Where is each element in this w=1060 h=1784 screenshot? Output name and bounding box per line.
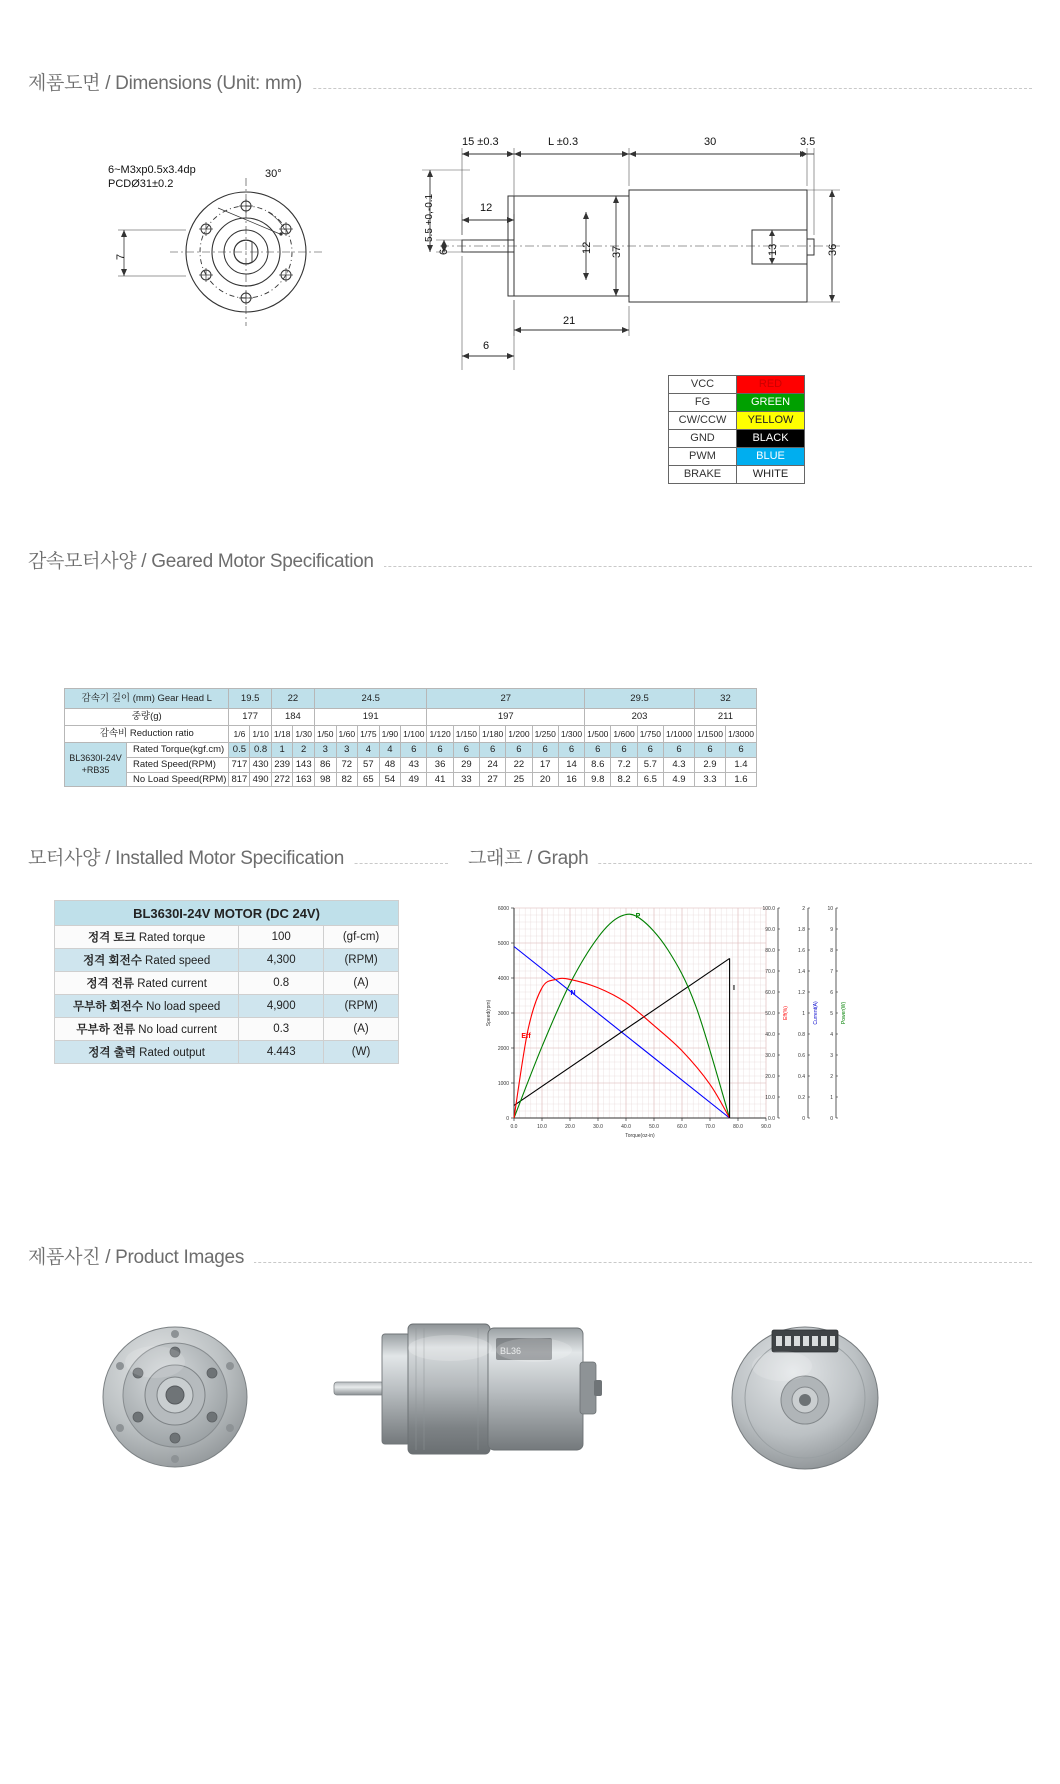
svg-text:Current(A): Current(A) [813,1001,819,1025]
motor-spec-label-ko: 정격 토크 [87,932,136,944]
svg-text:50.0: 50.0 [649,1124,659,1130]
reduction-ratio: 1/75 [358,725,380,742]
rated-speed-value: 48 [379,757,401,772]
motor-spec-label [55,1018,239,1041]
wire-color: BLACK [737,430,805,448]
reduction-ratio: 1/60 [336,725,358,742]
dim-30: 30 [704,136,717,148]
motor-spec-unit: (RPM) [324,995,399,1018]
motor-spec-label-en: Rated output [135,1047,205,1059]
gear-head-length: 32 [694,689,756,709]
no-load-speed-value: 3.3 [694,772,725,787]
weight-value: 191 [314,709,426,726]
motor-table-body [55,901,399,1064]
svg-text:6: 6 [830,990,833,996]
motor-spec-unit: (RPM) [324,949,399,972]
svg-text:0.0: 0.0 [510,1124,518,1130]
weight-value: 203 [585,709,695,726]
rated-torque-value: 6 [585,742,611,757]
wire-signal: PWM [669,448,737,466]
gear-head-length: 27 [427,689,585,709]
rated-torque-value: 6 [637,742,663,757]
gear-head-length: 24.5 [314,689,426,709]
svg-text:0.2: 0.2 [798,1095,805,1101]
rated-torque-value: 6 [558,742,584,757]
motor-spec-row [55,1041,399,1064]
dim-21: 21 [563,315,576,327]
performance-graph-svg [478,890,878,1160]
svg-text:1.8: 1.8 [798,927,805,933]
svg-text:60.0: 60.0 [765,990,775,996]
reduction-row [65,725,757,742]
wire-row [669,430,805,448]
svg-text:10.0: 10.0 [537,1124,547,1130]
svg-text:Torque(oz-in): Torque(oz-in) [625,1133,655,1139]
section-title-images: 제품사진 / Product Images [28,1242,254,1269]
motor-spec-value: 0.8 [239,972,324,995]
weight-row [65,709,757,726]
svg-text:5000: 5000 [497,941,509,947]
svg-text:1: 1 [830,1095,833,1101]
motor-spec-value: 4.443 [239,1041,324,1064]
wire-color-rows [669,376,805,484]
svg-text:Eff(%): Eff(%) [783,1006,789,1020]
reduction-ratio: 1/100 [401,725,427,742]
motor-spec-label-en: Rated current [134,978,207,990]
wire-row [669,466,805,484]
svg-text:1000: 1000 [497,1081,509,1087]
rated-speed-value: 8.6 [585,757,611,772]
reduction-ratio: 1/120 [427,725,453,742]
weight-label: 중량(g) [65,709,229,726]
installed-motor-spec-table [54,900,399,1064]
screw-note-line1: 6~M3xp0.5x3.4dp [108,164,196,176]
reduction-ratio: 1/18 [271,725,293,742]
rated-speed-value: 29 [453,757,479,772]
svg-text:0: 0 [830,1116,833,1122]
svg-text:0: 0 [506,1116,509,1122]
wire-color: RED [737,376,805,394]
motor-spec-label [55,972,239,995]
no-load-speed-value: 49 [401,772,427,787]
dim-37: 37 [611,245,623,258]
rated-torque-value: 6 [694,742,725,757]
reduction-ratio: 1/30 [293,725,315,742]
gear-head-length: 29.5 [585,689,695,709]
performance-graph [478,890,878,1160]
svg-text:6000: 6000 [497,906,509,912]
svg-text:7: 7 [830,969,833,975]
motor-spec-label-ko: 정격 회전수 [83,955,142,967]
svg-text:0.0: 0.0 [768,1116,775,1122]
svg-text:30.0: 30.0 [593,1124,603,1130]
svg-text:10.0: 10.0 [765,1095,775,1101]
gear-head-label: 감속기 길이 (mm) Gear Head L [65,689,229,709]
wire-row [669,448,805,466]
svg-text:4000: 4000 [497,976,509,982]
no-load-speed-label: No Load Speed(RPM) [127,772,229,787]
section-title-installed: 모터사양 / Installed Motor Specification [28,843,354,870]
rated-torque-value: 6 [532,742,558,757]
svg-text:10: 10 [827,906,833,912]
rated-speed-value: 5.7 [637,757,663,772]
motor-spec-label-en: Rated speed [141,955,211,967]
dim-3-5: 3.5 [800,136,816,148]
svg-text:I: I [733,985,735,992]
no-load-speed-value: 490 [250,772,272,787]
svg-text:Power(W): Power(W) [841,1001,847,1025]
section-header-geared [28,546,384,573]
svg-text:3000: 3000 [497,1011,509,1017]
rated-torque-value: 4 [379,742,401,757]
rated-speed-value: 7.2 [611,757,637,772]
rated-torque-value: 3 [336,742,358,757]
motor-spec-label-en: No load current [135,1024,217,1036]
svg-text:80.0: 80.0 [733,1124,743,1130]
gear-head-length: 22 [271,689,314,709]
motor-header-row [55,901,399,926]
no-load-speed-value: 65 [358,772,380,787]
reduction-ratio: 1/6 [229,725,250,742]
wire-color: BLUE [737,448,805,466]
no-load-speed-row [65,772,757,787]
product-image-motor-side-view [320,1290,610,1495]
reduction-ratio: 1/1500 [694,725,725,742]
rated-speed-value: 22 [506,757,532,772]
reduction-ratio: 1/50 [314,725,336,742]
svg-text:2000: 2000 [497,1046,509,1052]
rated-torque-value: 6 [453,742,479,757]
svg-text:1.4: 1.4 [798,969,805,975]
svg-text:8: 8 [830,948,833,954]
wire-row [669,376,805,394]
svg-text:20.0: 20.0 [765,1074,775,1080]
motor-spec-label-ko: 무부하 전류 [76,1024,136,1036]
motor-spec-label-ko: 무부하 회전수 [73,1001,143,1013]
section-title-geared: 감속모터사양 / Geared Motor Specification [28,546,384,573]
motor-table-header: BL3630I-24V MOTOR (DC 24V) [55,901,399,926]
motor-spec-label-en: No load speed [142,1001,221,1013]
rated-speed-value: 2.9 [694,757,725,772]
motor-spec-value: 0.3 [239,1018,324,1041]
wire-row [669,394,805,412]
reduction-ratio: 1/600 [611,725,637,742]
no-load-speed-value: 4.9 [663,772,694,787]
svg-text:3: 3 [830,1053,833,1059]
svg-text:P: P [635,913,641,920]
no-load-speed-value: 8.2 [611,772,637,787]
svg-text:30.0: 30.0 [765,1053,775,1059]
no-load-speed-value: 1.6 [725,772,756,787]
reduction-ratio: 1/150 [453,725,479,742]
no-load-speed-value: 9.8 [585,772,611,787]
svg-text:N: N [570,990,576,997]
motor-spec-label [55,1041,239,1064]
svg-text:2: 2 [830,1074,833,1080]
wire-signal: FG [669,394,737,412]
motor-spec-value: 100 [239,926,324,949]
svg-text:70.0: 70.0 [705,1124,715,1130]
dim-6-left: 6 [438,248,450,255]
dim-L: L ±0.3 [548,136,579,148]
reduction-ratio: 1/10 [250,725,272,742]
reduction-ratio: 1/1000 [663,725,694,742]
svg-text:90.0: 90.0 [765,927,775,933]
motor-spec-unit: (A) [324,972,399,995]
wire-color-table [668,375,805,484]
gear-head-front-view-svg [60,1300,290,1490]
motor-spec-row [55,926,399,949]
svg-text:Speed(rpm): Speed(rpm) [486,999,492,1027]
rated-torque-value: 3 [314,742,336,757]
rated-torque-label: Rated Torque(kgf.cm) [127,742,229,757]
svg-text:70.0: 70.0 [765,969,775,975]
rated-speed-value: 43 [401,757,427,772]
section-title-graph: 그래프 / Graph [468,843,598,870]
motor-spec-value: 4,900 [239,995,324,1018]
rated-speed-value: 4.3 [663,757,694,772]
svg-text:0.8: 0.8 [798,1032,805,1038]
side-view-svg [400,130,860,370]
no-load-speed-value: 54 [379,772,401,787]
model-label: BL3630I-24V +RB35 [65,742,127,787]
reduction-ratio: 1/250 [532,725,558,742]
svg-text:50.0: 50.0 [765,1011,775,1017]
svg-text:0.4: 0.4 [798,1074,805,1080]
wire-signal: VCC [669,376,737,394]
no-load-speed-value: 6.5 [637,772,663,787]
svg-text:Eff: Eff [521,1033,531,1040]
weight-value: 177 [229,709,271,726]
no-load-speed-value: 817 [229,772,250,787]
rated-torque-value: 0.5 [229,742,250,757]
wire-color: WHITE [737,466,805,484]
rated-speed-value: 57 [358,757,380,772]
rated-speed-value: 1.4 [725,757,756,772]
no-load-speed-value: 41 [427,772,453,787]
weight-value: 211 [694,709,756,726]
motor-spec-label-en: Rated torque [135,932,206,944]
reduction-ratio: 1/750 [637,725,663,742]
rated-torque-value: 2 [293,742,315,757]
no-load-speed-value: 27 [480,772,506,787]
gear-head-row [65,689,757,709]
svg-text:100.0: 100.0 [762,906,775,912]
svg-text:1: 1 [802,1011,805,1017]
svg-text:60.0: 60.0 [677,1124,687,1130]
motor-spec-row [55,995,399,1018]
svg-text:9: 9 [830,927,833,933]
no-load-speed-value: 20 [532,772,558,787]
rated-speed-value: 17 [532,757,558,772]
wire-signal: GND [669,430,737,448]
dim-12-shaft: 12 [480,202,493,214]
product-image-motor-rear-view [690,1300,920,1495]
svg-text:1.2: 1.2 [798,990,805,996]
geared-motor-spec-table [64,688,757,787]
wire-signal: CW/CCW [669,412,737,430]
wire-signal: BRAKE [669,466,737,484]
svg-text:0.6: 0.6 [798,1053,805,1059]
motor-rear-view-svg [690,1300,920,1490]
rated-torque-value: 0.8 [250,742,272,757]
rated-speed-value: 717 [229,757,250,772]
svg-text:90.0: 90.0 [761,1124,771,1130]
svg-text:40.0: 40.0 [765,1032,775,1038]
rated-speed-value: 239 [271,757,293,772]
motor-spec-label [55,995,239,1018]
reduction-ratio: 1/3000 [725,725,756,742]
svg-text:2: 2 [802,906,805,912]
no-load-speed-value: 82 [336,772,358,787]
motor-spec-row [55,1018,399,1041]
screw-note-line2: PCDØ31±0.2 [108,178,174,190]
svg-text:4: 4 [830,1032,833,1038]
motor-side-view-svg [320,1290,610,1490]
dim-5-5: 5.5 +0,-0.1 [424,193,435,242]
motor-spec-row [55,949,399,972]
dim-6-bottom: 6 [483,340,490,352]
rated-speed-value: 36 [427,757,453,772]
dim-36: 36 [827,243,839,256]
gear-head-length: 19.5 [229,689,271,709]
dim-15: 15 ±0.3 [462,136,499,148]
section-header-graph [468,843,598,870]
motor-spec-unit: (W) [324,1041,399,1064]
rated-torque-value: 6 [663,742,694,757]
motor-spec-value: 4,300 [239,949,324,972]
rated-speed-value: 14 [558,757,584,772]
rated-speed-value: 72 [336,757,358,772]
wire-row [669,412,805,430]
reduction-ratio: 1/500 [585,725,611,742]
motor-spec-unit: (gf-cm) [324,926,399,949]
gear-table-body [65,689,757,787]
svg-text:0: 0 [802,1116,805,1122]
rated-torque-value: 6 [506,742,532,757]
rated-torque-value: 6 [401,742,427,757]
svg-text:BL36: BL36 [500,1346,522,1356]
section-header-dimensions [28,68,312,95]
rated-speed-value: 24 [480,757,506,772]
dim-12-body: 12 [581,241,593,254]
no-load-speed-value: 25 [506,772,532,787]
svg-text:80.0: 80.0 [765,948,775,954]
reduction-ratio: 1/300 [558,725,584,742]
no-load-speed-value: 16 [558,772,584,787]
rated-torque-value: 1 [271,742,293,757]
rated-torque-value: 6 [480,742,506,757]
section-header-images [28,1242,254,1269]
rated-torque-value: 6 [725,742,756,757]
rated-speed-value: 86 [314,757,336,772]
motor-spec-label-ko: 정격 전류 [86,978,135,990]
motor-spec-unit: (A) [324,1018,399,1041]
rated-torque-value: 4 [358,742,380,757]
weight-value: 197 [427,709,585,726]
section-header-installed [28,843,354,870]
rated-torque-row [65,742,757,757]
reduction-ratio: 1/90 [379,725,401,742]
motor-spec-row [55,972,399,995]
motor-spec-label [55,926,239,949]
svg-text:20.0: 20.0 [565,1124,575,1130]
reduction-ratio: 1/180 [480,725,506,742]
section-title-dimensions: 제품도면 / Dimensions (Unit: mm) [28,68,312,95]
motor-spec-label [55,949,239,972]
rated-torque-value: 6 [611,742,637,757]
depth-label-7: 7 [115,253,127,260]
no-load-speed-value: 272 [271,772,293,787]
no-load-speed-value: 33 [453,772,479,787]
rated-torque-value: 6 [427,742,453,757]
svg-text:1.6: 1.6 [798,948,805,954]
rated-speed-value: 430 [250,757,272,772]
reduction-ratio: 1/200 [506,725,532,742]
svg-text:5: 5 [830,1011,833,1017]
dim-13: 13 [767,243,779,256]
svg-text:40.0: 40.0 [621,1124,631,1130]
front-view-drawing [100,160,390,340]
side-view-drawing [400,130,860,370]
no-load-speed-value: 98 [314,772,336,787]
rated-speed-label: Rated Speed(RPM) [127,757,229,772]
rated-speed-value: 143 [293,757,315,772]
weight-value: 184 [271,709,314,726]
motor-spec-label-ko: 정격 출력 [88,1047,136,1059]
reduction-label: 감속비 Reduction ratio [65,725,229,742]
no-load-speed-value: 163 [293,772,315,787]
wire-color: YELLOW [737,412,805,430]
product-image-gear-head-front-view [60,1300,290,1495]
angle-label-30deg: 30° [265,168,282,180]
wire-color: GREEN [737,394,805,412]
rated-speed-row [65,757,757,772]
